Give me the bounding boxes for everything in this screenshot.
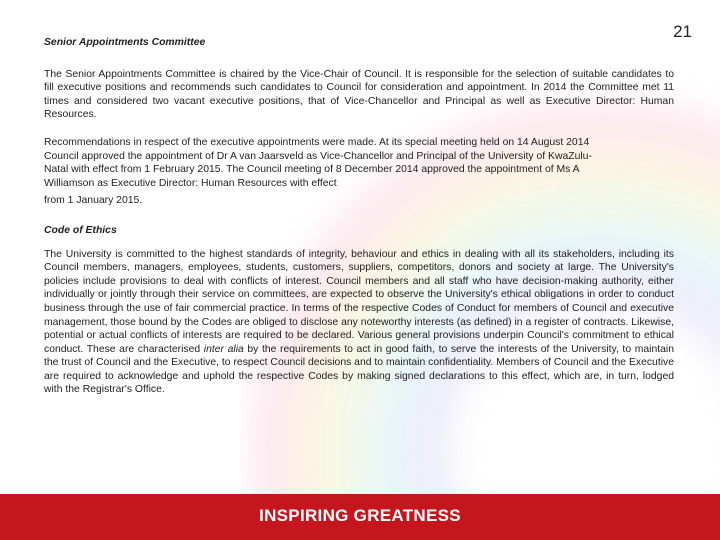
footer-banner xyxy=(0,494,720,540)
paragraph-line: from 1 January 2015. xyxy=(44,195,143,207)
code-of-ethics-heading: Code of Ethics xyxy=(44,224,117,236)
recommendations-paragraph xyxy=(44,136,674,208)
ethics-italic-term: inter alia xyxy=(203,343,244,355)
paragraph-line: Natal with effect from 1 February 2015. The Council meeting of 8 December 2014 approved the appointment of Ms A xyxy=(44,164,580,176)
footer-tagline: INSPIRING GREATNESS xyxy=(259,506,461,525)
code-of-ethics-paragraph xyxy=(44,248,674,398)
paragraph-line: Williamson as Executive Director: Human Resources with effect xyxy=(44,177,337,189)
ethics-text-part2: by the requirements to act in good faith, to serve the interests of the University, to maintain the trust of Council and the Executive, to respect Council decisions and to maintain confidentiality. Members of Council and the Executive are required to acknowledge and uphold the respective Codes by making signed declarations to this effect, which are, in turn, lodged with the Registrar's Office. xyxy=(44,343,674,396)
paragraph-line: Council approved the appointment of Dr A van Jaarsveld as Vice-Chancellor and Principal of the University of KwaZulu- xyxy=(44,150,592,162)
ethics-text-part1: The University is committed to the highest standards of integrity, behaviour and ethics in dealing with all its stakeholders, including its Council members, managers, employees, students, customers, suppliers, competitors, donors and society at large. The University's policies include provisions to deal with conflicts of interest. Council members and all staff who have decision-making authority, either individually or jointly through their service on committees, are expected to observe the University's ethical obligations in order to conduct business through the use of fair commercial practice. In terms of the respective Codes of Conduct for members of Council and executive management, those bound by the Codes are obliged to disclose any noteworthy interests (as defined) in a register of contracts. Likewise, potential or actual conflicts of interests are required to be declared. Various general provisions underpin Council's commitment to ethical conduct. These are characterised xyxy=(44,248,674,355)
senior-appointments-paragraph: The Senior Appointments Committee is chaired by the Vice-Chair of Council. It is responsible for the selection of suitable candidates to fill executive positions and recommends such candidates to Council for consideration and appointment. In 2014 the Committee met 11 times and considered two vacant executive positions, that of Vice-Chancellor and Principal as well as Executive Director: Human Resources. xyxy=(44,68,674,121)
page-number: 21 xyxy=(673,22,692,41)
paragraph-line: Recommendations in respect of the executive appointments were made. At its special meeting held on 14 August 2014 xyxy=(44,136,590,148)
document-content xyxy=(44,36,674,397)
senior-appointments-heading: Senior Appointments Committee xyxy=(44,37,206,48)
